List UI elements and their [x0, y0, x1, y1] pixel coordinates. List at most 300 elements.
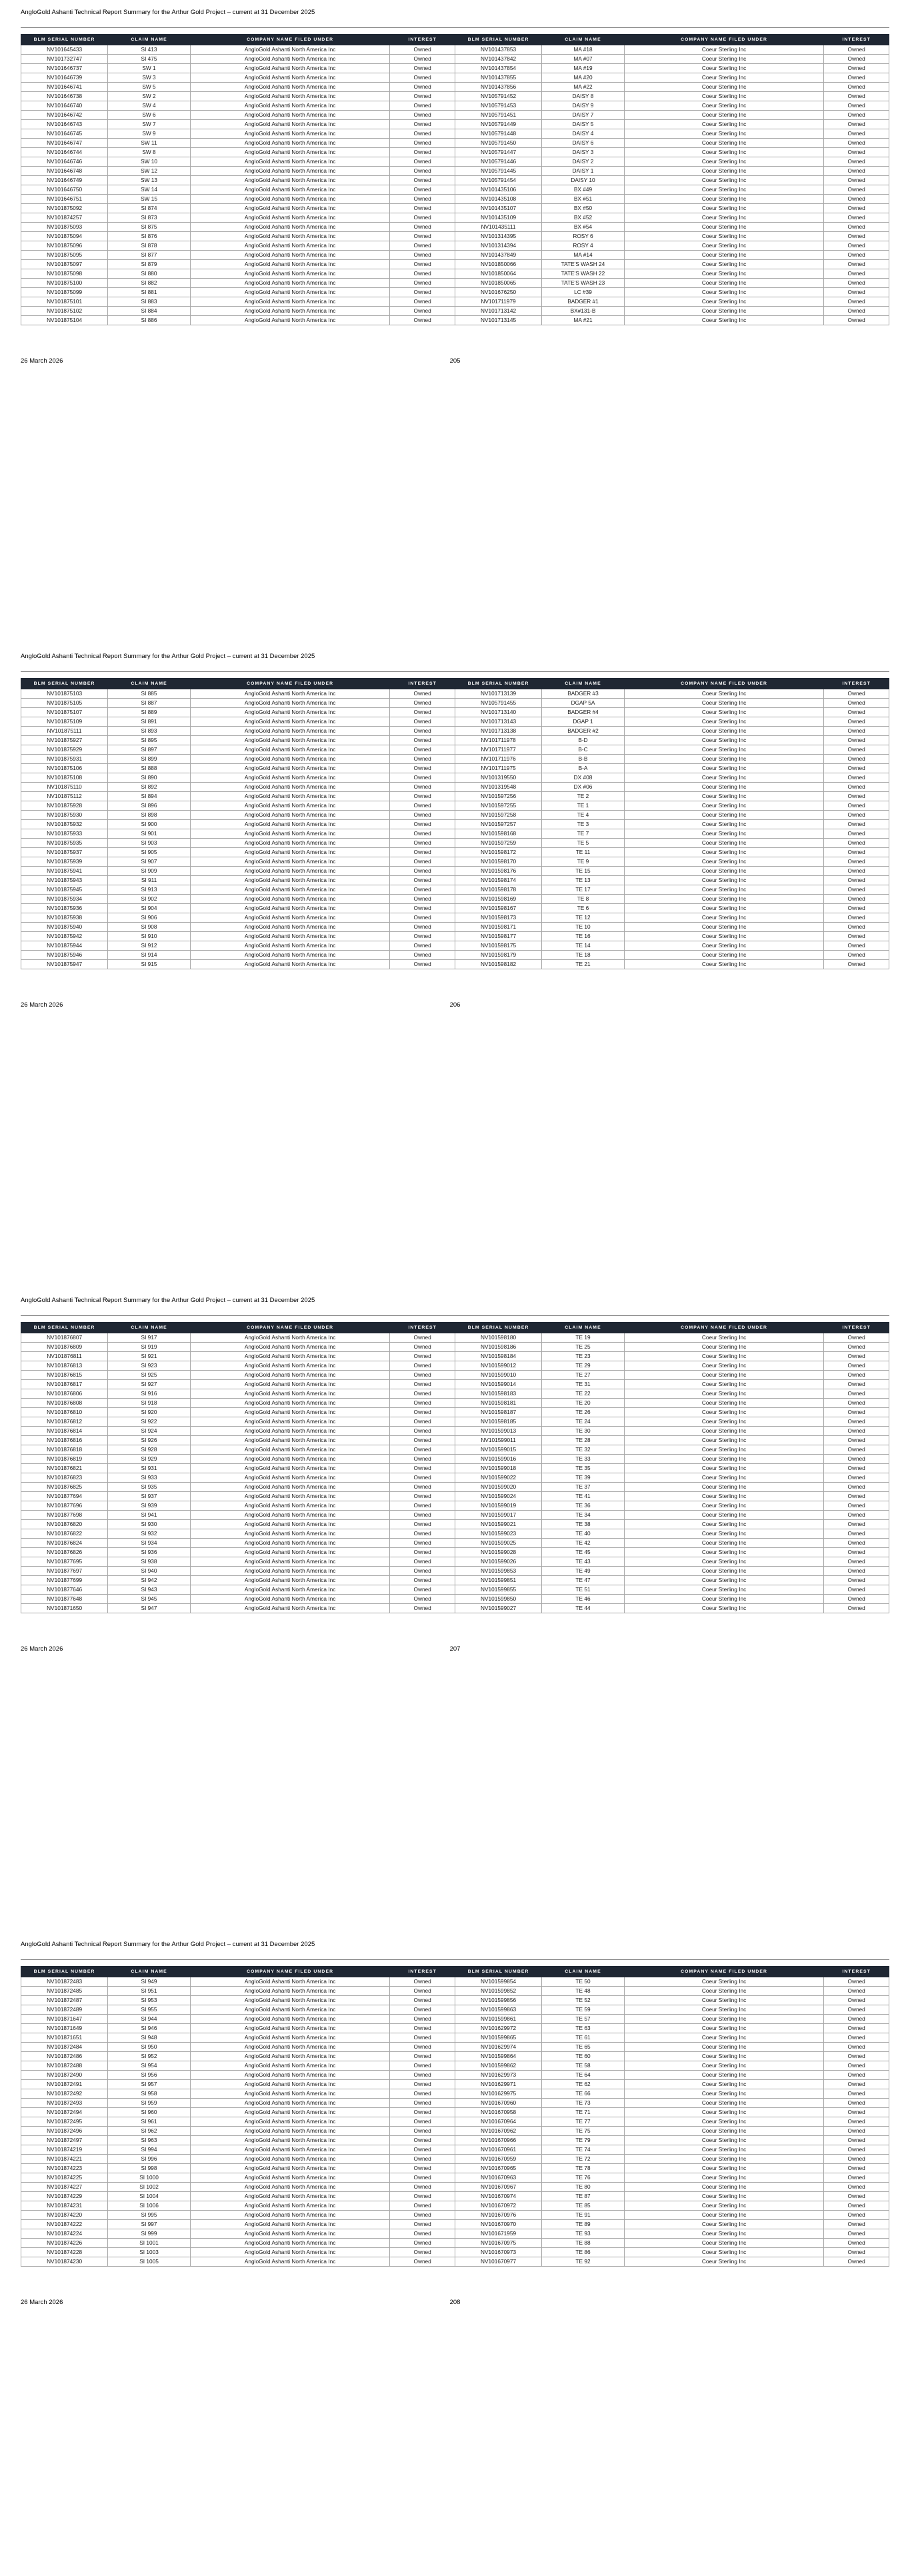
claim-cell: NV101646742: [21, 111, 108, 120]
claim-cell: Coeur Sterling Inc: [624, 820, 823, 829]
claim-cell: NV101875102: [21, 307, 108, 316]
page-title: AngloGold Ashanti Technical Report Summary for the Arthur Gold Project – current at 31 December 2025: [21, 1941, 315, 1948]
claim-cell: AngloGold Ashanti North America Inc: [190, 2052, 389, 2061]
claim-cell: Owned: [824, 232, 889, 241]
claim-row: [21, 1576, 889, 1585]
col-claim-name-left: CLAIM NAME: [108, 35, 191, 45]
claim-cell: AngloGold Ashanti North America Inc: [190, 297, 389, 307]
report-page-3: [0, 1288, 910, 1932]
claim-cell: NV101732747: [21, 55, 108, 64]
claim-cell: NV101646738: [21, 92, 108, 101]
claim-cell: TE 9: [542, 857, 625, 867]
claim-cell: NV101875104: [21, 316, 108, 325]
claim-cell: SI 926: [108, 1436, 191, 1445]
claim-cell: NV101872489: [21, 2005, 108, 2015]
claim-cell: AngloGold Ashanti North America Inc: [190, 1977, 389, 1987]
claim-cell: NV101598171: [455, 923, 541, 932]
claim-cell: NV101877698: [21, 1511, 108, 1520]
claim-cell: NV101871650: [21, 1604, 108, 1613]
claim-cell: SI 918: [108, 1399, 191, 1408]
claim-cell: AngloGold Ashanti North America Inc: [190, 1520, 389, 1529]
col-claim-name-left: CLAIM NAME: [108, 1323, 191, 1333]
claim-cell: NV101877648: [21, 1595, 108, 1604]
claim-cell: Coeur Sterling Inc: [624, 167, 823, 176]
claim-cell: Owned: [824, 1501, 889, 1511]
claim-cell: NV101876808: [21, 1399, 108, 1408]
claim-cell: Owned: [390, 1371, 455, 1380]
claim-cell: Coeur Sterling Inc: [624, 857, 823, 867]
claim-cell: SI 887: [108, 699, 191, 708]
claim-cell: Owned: [824, 2052, 889, 2061]
col-claim-name-left: CLAIM NAME: [108, 1967, 191, 1977]
claim-cell: Owned: [824, 2089, 889, 2099]
claim-cell: AngloGold Ashanti North America Inc: [190, 101, 389, 111]
claim-cell: Coeur Sterling Inc: [624, 2192, 823, 2201]
claim-cell: NV105791455: [455, 699, 541, 708]
claim-cell: NV101876813: [21, 1361, 108, 1371]
claim-row: [21, 1408, 889, 1417]
claim-cell: Owned: [390, 951, 455, 960]
claim-cell: SI 930: [108, 1520, 191, 1529]
claim-cell: Owned: [390, 1380, 455, 1389]
claim-cell: Owned: [824, 1389, 889, 1399]
claim-cell: AngloGold Ashanti North America Inc: [190, 316, 389, 325]
claim-cell: AngloGold Ashanti North America Inc: [190, 2080, 389, 2089]
claim-cell: AngloGold Ashanti North America Inc: [190, 1408, 389, 1417]
claim-cell: SI 939: [108, 1501, 191, 1511]
claim-cell: NV101646741: [21, 83, 108, 92]
claim-row: [21, 1389, 889, 1399]
claim-cell: Owned: [390, 2173, 455, 2183]
claim-cell: SW 9: [108, 129, 191, 139]
claim-cell: AngloGold Ashanti North America Inc: [190, 951, 389, 960]
claim-cell: Owned: [390, 2183, 455, 2192]
claim-cell: SI 937: [108, 1492, 191, 1501]
claim-cell: SI 884: [108, 307, 191, 316]
claim-cell: NV101437853: [455, 45, 541, 55]
claim-row: [21, 73, 889, 83]
claim-row: [21, 2145, 889, 2155]
claim-cell: NV101872497: [21, 2136, 108, 2145]
claim-cell: Coeur Sterling Inc: [624, 1371, 823, 1380]
claim-row: [21, 1427, 889, 1436]
claim-cell: NV101874227: [21, 2183, 108, 2192]
claim-cell: Owned: [390, 773, 455, 783]
claim-cell: NV101599850: [455, 1595, 541, 1604]
claim-cell: AngloGold Ashanti North America Inc: [190, 1473, 389, 1483]
claim-cell: TE 72: [542, 2155, 625, 2164]
claim-cell: NV101876825: [21, 1483, 108, 1492]
claim-cell: Owned: [390, 64, 455, 73]
claim-cell: BX #51: [542, 195, 625, 204]
claim-cell: NV101874229: [21, 2192, 108, 2201]
claim-cell: NV101875932: [21, 820, 108, 829]
claim-cell: TE 78: [542, 2164, 625, 2173]
claim-cell: Owned: [824, 932, 889, 941]
claim-cell: Owned: [824, 708, 889, 717]
claim-row: [21, 1492, 889, 1501]
claim-cell: SI 935: [108, 1483, 191, 1492]
claim-cell: AngloGold Ashanti North America Inc: [190, 941, 389, 951]
col-blm-serial-right: BLM SERIAL NUMBER: [455, 679, 541, 689]
claim-cell: BADGER #3: [542, 689, 625, 699]
claim-cell: Owned: [824, 876, 889, 885]
claim-cell: SW 12: [108, 167, 191, 176]
claim-cell: Owned: [390, 1539, 455, 1548]
claim-cell: NV101713145: [455, 316, 541, 325]
claim-cell: SW 3: [108, 73, 191, 83]
claim-cell: TE 58: [542, 2061, 625, 2071]
page-number: 208: [449, 2299, 461, 2306]
claim-cell: AngloGold Ashanti North America Inc: [190, 829, 389, 839]
claim-cell: Owned: [824, 223, 889, 232]
claim-cell: NV101875101: [21, 297, 108, 307]
claim-cell: TE 16: [542, 932, 625, 941]
claim-cell: SW 8: [108, 148, 191, 157]
claim-cell: Coeur Sterling Inc: [624, 251, 823, 260]
claim-cell: AngloGold Ashanti North America Inc: [190, 223, 389, 232]
claim-cell: B-C: [542, 745, 625, 755]
claim-cell: TE 8: [542, 895, 625, 904]
claim-cell: NV101599015: [455, 1445, 541, 1455]
claim-cell: Coeur Sterling Inc: [624, 1333, 823, 1343]
footer-date: 26 March 2026: [21, 1001, 63, 1009]
claim-cell: SI 933: [108, 1473, 191, 1483]
claim-cell: Coeur Sterling Inc: [624, 1492, 823, 1501]
claim-cell: DGAP 5A: [542, 699, 625, 708]
claim-cell: SI 877: [108, 251, 191, 260]
claim-cell: DAISY 2: [542, 157, 625, 167]
claim-cell: AngloGold Ashanti North America Inc: [190, 913, 389, 923]
claim-cell: NV101599865: [455, 2033, 541, 2043]
claim-cell: Owned: [390, 185, 455, 195]
claim-cell: AngloGold Ashanti North America Inc: [190, 2024, 389, 2033]
claim-cell: NV101670973: [455, 2248, 541, 2257]
claim-cell: Coeur Sterling Inc: [624, 2173, 823, 2183]
claim-cell: Owned: [824, 1511, 889, 1520]
table-header: [21, 35, 889, 45]
claim-row: [21, 717, 889, 727]
claim-cell: Owned: [824, 2257, 889, 2267]
claim-cell: Owned: [824, 895, 889, 904]
claim-cell: Coeur Sterling Inc: [624, 913, 823, 923]
claim-cell: Owned: [824, 885, 889, 895]
claim-cell: NV101874223: [21, 2164, 108, 2173]
page-title: AngloGold Ashanti Technical Report Summary for the Arthur Gold Project – current at 31 December 2025: [21, 653, 315, 660]
claim-cell: Coeur Sterling Inc: [624, 2220, 823, 2229]
claim-row: [21, 139, 889, 148]
claim-cell: SI 932: [108, 1529, 191, 1539]
claim-cell: NV101599019: [455, 1501, 541, 1511]
claim-cell: NV101872488: [21, 2061, 108, 2071]
claim-cell: Owned: [824, 2005, 889, 2015]
claim-cell: Owned: [824, 2248, 889, 2257]
claim-cell: SI 928: [108, 1445, 191, 1455]
title-divider: [21, 671, 889, 672]
claim-cell: Owned: [390, 923, 455, 932]
col-interest-left: INTEREST: [390, 1323, 455, 1333]
claim-cell: NV101629973: [455, 2071, 541, 2080]
claim-cell: Owned: [824, 755, 889, 764]
claim-cell: NV101676250: [455, 288, 541, 297]
claim-cell: NV101670970: [455, 2220, 541, 2229]
claim-cell: AngloGold Ashanti North America Inc: [190, 251, 389, 260]
claim-cell: Coeur Sterling Inc: [624, 2071, 823, 2080]
claim-cell: SI 915: [108, 960, 191, 969]
claim-cell: Coeur Sterling Inc: [624, 297, 823, 307]
claim-cell: SI 895: [108, 736, 191, 745]
col-blm-serial-left: BLM SERIAL NUMBER: [21, 1967, 108, 1977]
claim-cell: NV101875108: [21, 773, 108, 783]
claim-cell: AngloGold Ashanti North America Inc: [190, 2183, 389, 2192]
claim-cell: Owned: [390, 1548, 455, 1557]
claim-cell: SI 922: [108, 1417, 191, 1427]
claim-cell: Owned: [390, 73, 455, 83]
claim-cell: SI 910: [108, 932, 191, 941]
claim-cell: TE 31: [542, 1380, 625, 1389]
claim-cell: Owned: [390, 857, 455, 867]
claim-cell: AngloGold Ashanti North America Inc: [190, 92, 389, 101]
claim-cell: NV101875941: [21, 867, 108, 876]
claim-cell: NV101599862: [455, 2061, 541, 2071]
claim-cell: SW 4: [108, 101, 191, 111]
claim-cell: TE 3: [542, 820, 625, 829]
claim-cell: Owned: [824, 867, 889, 876]
claim-row: [21, 2229, 889, 2239]
claim-row: [21, 2127, 889, 2136]
claim-cell: TE 77: [542, 2117, 625, 2127]
claim-row: [21, 120, 889, 129]
page-number: 206: [449, 1001, 461, 1009]
claim-cell: AngloGold Ashanti North America Inc: [190, 2164, 389, 2173]
claim-cell: AngloGold Ashanti North America Inc: [190, 64, 389, 73]
claim-cell: Owned: [824, 55, 889, 64]
claim-cell: NV101875938: [21, 913, 108, 923]
claim-cell: SI 893: [108, 727, 191, 736]
claim-cell: NV101875096: [21, 241, 108, 251]
claim-cell: NV101646739: [21, 73, 108, 83]
claim-cell: SI 879: [108, 260, 191, 269]
claim-cell: NV101876814: [21, 1427, 108, 1436]
claim-cell: Owned: [824, 241, 889, 251]
claim-cell: Coeur Sterling Inc: [624, 2080, 823, 2089]
claim-cell: Owned: [390, 876, 455, 885]
claim-cell: AngloGold Ashanti North America Inc: [190, 2099, 389, 2108]
claim-cell: SI 961: [108, 2117, 191, 2127]
claim-cell: NV101872484: [21, 2043, 108, 2052]
col-interest-right: INTEREST: [824, 35, 889, 45]
col-claim-name-right: CLAIM NAME: [542, 679, 625, 689]
claim-cell: TE 52: [542, 1996, 625, 2005]
claim-cell: SI 917: [108, 1333, 191, 1343]
claim-cell: SI 876: [108, 232, 191, 241]
claim-cell: NV101319548: [455, 783, 541, 792]
claim-cell: Coeur Sterling Inc: [624, 1548, 823, 1557]
claim-cell: Owned: [390, 1473, 455, 1483]
claim-cell: SI 946: [108, 2024, 191, 2033]
claim-cell: SI 954: [108, 2061, 191, 2071]
claim-cell: Coeur Sterling Inc: [624, 764, 823, 773]
claim-cell: NV101872494: [21, 2108, 108, 2117]
claim-cell: NV101874225: [21, 2173, 108, 2183]
claim-cell: Owned: [390, 307, 455, 316]
claim-cell: Coeur Sterling Inc: [624, 2145, 823, 2155]
claim-cell: NV101872491: [21, 2080, 108, 2089]
claim-cell: NV101670964: [455, 2117, 541, 2127]
claim-cell: Owned: [390, 2117, 455, 2127]
col-company-right: COMPANY NAME FILED UNDER: [624, 1323, 823, 1333]
claim-cell: TE 80: [542, 2183, 625, 2192]
col-claim-name-right: CLAIM NAME: [542, 1323, 625, 1333]
claim-cell: NV101599863: [455, 2005, 541, 2015]
claim-cell: NV101876806: [21, 1389, 108, 1399]
claim-cell: Coeur Sterling Inc: [624, 1987, 823, 1996]
claim-cell: NV101876810: [21, 1408, 108, 1417]
claim-cell: Owned: [390, 699, 455, 708]
claim-cell: Owned: [390, 269, 455, 279]
claim-cell: SI 891: [108, 717, 191, 727]
claim-cell: AngloGold Ashanti North America Inc: [190, 2117, 389, 2127]
report-page-2: [0, 644, 910, 1288]
claim-cell: AngloGold Ashanti North America Inc: [190, 1436, 389, 1445]
claim-cell: Owned: [390, 2248, 455, 2257]
claim-cell: TE 63: [542, 2024, 625, 2033]
claim-cell: Owned: [390, 2071, 455, 2080]
claim-cell: SI 931: [108, 1464, 191, 1473]
claim-cell: NV101872490: [21, 2071, 108, 2080]
claim-cell: AngloGold Ashanti North America Inc: [190, 1492, 389, 1501]
claim-cell: NV101876812: [21, 1417, 108, 1427]
claim-cell: Owned: [824, 185, 889, 195]
claim-cell: Coeur Sterling Inc: [624, 120, 823, 129]
claim-cell: AngloGold Ashanti North America Inc: [190, 148, 389, 157]
claim-cell: SI 894: [108, 792, 191, 801]
claim-cell: Owned: [390, 1343, 455, 1352]
claim-cell: NV101598169: [455, 895, 541, 904]
claim-cell: Coeur Sterling Inc: [624, 195, 823, 204]
claim-cell: SI 899: [108, 755, 191, 764]
claim-cell: Coeur Sterling Inc: [624, 1427, 823, 1436]
claim-cell: NV101598184: [455, 1352, 541, 1361]
claim-cell: AngloGold Ashanti North America Inc: [190, 764, 389, 773]
claim-row: [21, 1501, 889, 1511]
claim-cell: Owned: [390, 129, 455, 139]
claim-cell: Coeur Sterling Inc: [624, 2061, 823, 2071]
title-divider: [21, 27, 889, 28]
claim-cell: TE 43: [542, 1557, 625, 1567]
claim-cell: Owned: [390, 2257, 455, 2267]
claim-cell: Coeur Sterling Inc: [624, 689, 823, 699]
claim-cell: AngloGold Ashanti North America Inc: [190, 2005, 389, 2015]
claim-cell: TE 39: [542, 1473, 625, 1483]
claim-cell: NV101871649: [21, 2024, 108, 2033]
claim-cell: AngloGold Ashanti North America Inc: [190, 1389, 389, 1399]
claim-cell: NV101670965: [455, 2164, 541, 2173]
claim-cell: Coeur Sterling Inc: [624, 708, 823, 717]
claim-row: [21, 2005, 889, 2015]
claim-cell: Coeur Sterling Inc: [624, 923, 823, 932]
claim-cell: Coeur Sterling Inc: [624, 129, 823, 139]
claim-cell: Coeur Sterling Inc: [624, 269, 823, 279]
claim-cell: Coeur Sterling Inc: [624, 1539, 823, 1548]
claim-cell: NV101319550: [455, 773, 541, 783]
claim-cell: Owned: [390, 83, 455, 92]
claim-cell: Owned: [390, 139, 455, 148]
claim-cell: NV101875930: [21, 811, 108, 820]
claim-cell: AngloGold Ashanti North America Inc: [190, 755, 389, 764]
claim-row: [21, 2220, 889, 2229]
claim-row: [21, 2248, 889, 2257]
claim-cell: B-D: [542, 736, 625, 745]
claim-cell: Owned: [824, 904, 889, 913]
claim-cell: SI 944: [108, 2015, 191, 2024]
table-header: [21, 1967, 889, 1977]
claim-row: [21, 232, 889, 241]
claim-cell: Owned: [390, 316, 455, 325]
col-interest-right: INTEREST: [824, 679, 889, 689]
claim-cell: Coeur Sterling Inc: [624, 1473, 823, 1483]
claim-cell: TE 1: [542, 801, 625, 811]
claim-cell: NV101875094: [21, 232, 108, 241]
claim-cell: TE 46: [542, 1595, 625, 1604]
claim-cell: TE 11: [542, 848, 625, 857]
claim-cell: Coeur Sterling Inc: [624, 932, 823, 941]
claim-cell: Coeur Sterling Inc: [624, 1557, 823, 1567]
claim-cell: AngloGold Ashanti North America Inc: [190, 839, 389, 848]
claim-row: [21, 783, 889, 792]
claim-cell: Owned: [824, 195, 889, 204]
claim-cell: NV101876821: [21, 1464, 108, 1473]
claim-cell: SI 955: [108, 2005, 191, 2015]
claim-cell: Owned: [824, 2127, 889, 2136]
claim-cell: SI 897: [108, 745, 191, 755]
claim-row: [21, 2239, 889, 2248]
claim-cell: SI 956: [108, 2071, 191, 2080]
claim-cell: AngloGold Ashanti North America Inc: [190, 773, 389, 783]
claim-cell: NV101875092: [21, 204, 108, 213]
claim-cell: AngloGold Ashanti North America Inc: [190, 204, 389, 213]
claim-cell: AngloGold Ashanti North America Inc: [190, 176, 389, 185]
claim-cell: SI 916: [108, 1389, 191, 1399]
claim-cell: Owned: [390, 867, 455, 876]
claim-cell: Owned: [390, 932, 455, 941]
claim-cell: SI 952: [108, 2052, 191, 2061]
claim-cell: Owned: [390, 885, 455, 895]
claim-cell: Coeur Sterling Inc: [624, 699, 823, 708]
claim-cell: NV101670975: [455, 2239, 541, 2248]
claim-cell: BADGER #2: [542, 727, 625, 736]
claim-cell: SW 14: [108, 185, 191, 195]
claim-cell: Coeur Sterling Inc: [624, 811, 823, 820]
claim-cell: AngloGold Ashanti North America Inc: [190, 708, 389, 717]
claim-cell: NV101875111: [21, 727, 108, 736]
claim-cell: NV101713143: [455, 717, 541, 727]
claim-cell: Owned: [390, 2015, 455, 2024]
claim-cell: Owned: [824, 1333, 889, 1343]
claim-row: [21, 1567, 889, 1576]
claim-cell: Owned: [390, 120, 455, 129]
claim-cell: NV101670966: [455, 2136, 541, 2145]
claim-cell: Owned: [390, 2005, 455, 2015]
claim-cell: Coeur Sterling Inc: [624, 2248, 823, 2257]
claim-cell: DAISY 10: [542, 176, 625, 185]
claim-cell: Coeur Sterling Inc: [624, 2136, 823, 2145]
claim-cell: NV101314395: [455, 232, 541, 241]
claim-cell: Coeur Sterling Inc: [624, 1380, 823, 1389]
claim-cell: Owned: [390, 783, 455, 792]
claim-cell: SI 959: [108, 2099, 191, 2108]
claim-cell: TE 30: [542, 1427, 625, 1436]
